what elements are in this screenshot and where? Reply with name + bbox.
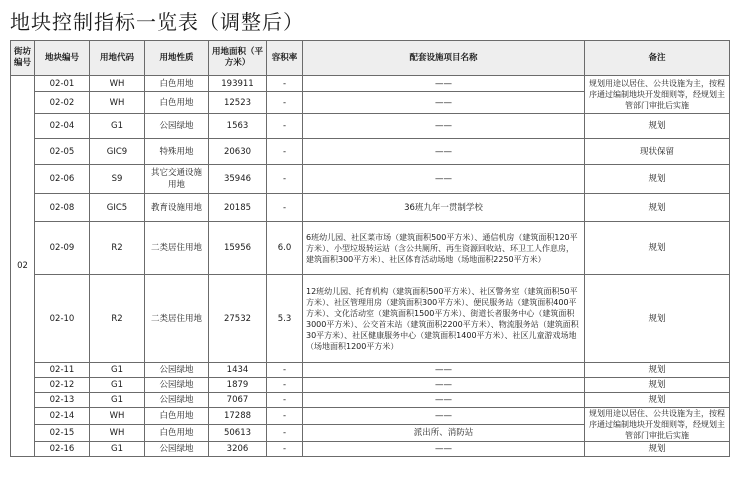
area-cell: 17288 [209, 408, 267, 425]
table-row [11, 114, 730, 139]
remark-cell: 现状保留 [585, 139, 730, 165]
remark-cell: 规划 [585, 378, 730, 393]
header-facilities: 配套设施项目名称 [303, 41, 585, 76]
area-cell: 1434 [209, 363, 267, 378]
far-cell: - [267, 165, 303, 194]
plot-cell: 02-11 [35, 363, 90, 378]
plot-cell: 02-15 [35, 425, 90, 442]
control-index-table [10, 40, 730, 457]
facilities-cell: 派出所、消防站 [303, 425, 585, 442]
nature-cell: 白色用地 [145, 92, 209, 114]
facilities-cell: —— [303, 114, 585, 139]
remark-cell: 规划 [585, 194, 730, 222]
plot-cell: 02-16 [35, 442, 90, 457]
facilities-cell: —— [303, 139, 585, 165]
far-cell: - [267, 378, 303, 393]
table-header-row [11, 41, 730, 76]
facilities-cell: 6班幼儿园、社区菜市场（建筑面积500平方米）、通信机房（建筑面积120平方米）、小型垃圾转运站（含公共厕所、再生资源回收站、环卫工人作息房，建筑面积300平方米）、社区体育活动场地（场地面积2250平方米） [303, 222, 585, 275]
far-cell: - [267, 92, 303, 114]
remark-cell-merged: 规划用途以居住、公共设施为主，按程序通过编制地块开发细则等，经规划主管部门审批后实施 [585, 408, 730, 442]
table-row [11, 275, 730, 363]
table-row [11, 378, 730, 393]
facilities-cell: —— [303, 165, 585, 194]
remark-cell-merged: 规划用途以居住、公共设施为主，按程序通过编制地块开发细则等，经规划主管部门审批后实施 [585, 76, 730, 114]
header-area: 用地面积（平方米） [209, 41, 267, 76]
plot-cell: 02-10 [35, 275, 90, 363]
code-cell: R2 [90, 222, 145, 275]
street-number-cell: 02 [11, 76, 35, 457]
area-cell: 20630 [209, 139, 267, 165]
table-row [11, 393, 730, 408]
plot-cell: 02-06 [35, 165, 90, 194]
table-row [11, 194, 730, 222]
facilities-cell: —— [303, 363, 585, 378]
plot-cell: 02-08 [35, 194, 90, 222]
plot-cell: 02-04 [35, 114, 90, 139]
nature-cell: 特殊用地 [145, 139, 209, 165]
plot-cell: 02-09 [35, 222, 90, 275]
far-cell: - [267, 408, 303, 425]
page-title: 地块控制指标一览表（调整后） [10, 10, 304, 34]
remark-cell: 规划 [585, 363, 730, 378]
header-nature: 用地性质 [145, 41, 209, 76]
far-cell: - [267, 194, 303, 222]
far-cell: - [267, 114, 303, 139]
facilities-cell: 12班幼儿园、托育机构（建筑面积500平方米）、社区警务室（建筑面积50平方米）、社区管理用房（建筑面积300平方米）、便民服务站（建筑面积400平方米）、文化活动室（建筑面积1500平方米）、街道长者服务中心（建筑面积3000平方米）、公交首末站（建筑面积2200平方米）、物流服务站（建筑面积30平方米）、社区健康服务中心（建筑面积1400平方米）、社区儿童游戏场地（场地面积1200平方米） [303, 275, 585, 363]
nature-cell: 公园绿地 [145, 393, 209, 408]
code-cell: G1 [90, 442, 145, 457]
area-cell: 20185 [209, 194, 267, 222]
header-street: 街坊编号 [11, 41, 35, 76]
area-cell: 1879 [209, 378, 267, 393]
nature-cell: 公园绿地 [145, 363, 209, 378]
header-code: 用地代码 [90, 41, 145, 76]
table-row [11, 222, 730, 275]
facilities-cell: —— [303, 378, 585, 393]
table-row [11, 76, 730, 92]
area-cell: 1563 [209, 114, 267, 139]
nature-cell: 白色用地 [145, 76, 209, 92]
nature-cell: 公园绿地 [145, 114, 209, 139]
nature-cell: 公园绿地 [145, 378, 209, 393]
area-cell: 15956 [209, 222, 267, 275]
code-cell: WH [90, 425, 145, 442]
plot-cell: 02-02 [35, 92, 90, 114]
code-cell: G1 [90, 114, 145, 139]
code-cell: S9 [90, 165, 145, 194]
far-cell: 6.0 [267, 222, 303, 275]
area-cell: 193911 [209, 76, 267, 92]
remark-cell: 规划 [585, 114, 730, 139]
remark-cell: 规划 [585, 222, 730, 275]
nature-cell: 白色用地 [145, 408, 209, 425]
code-cell: R2 [90, 275, 145, 363]
area-cell: 27532 [209, 275, 267, 363]
far-cell: 5.3 [267, 275, 303, 363]
nature-cell: 教育设施用地 [145, 194, 209, 222]
code-cell: G1 [90, 378, 145, 393]
facilities-cell: —— [303, 408, 585, 425]
far-cell: - [267, 393, 303, 408]
nature-cell: 白色用地 [145, 425, 209, 442]
plot-cell: 02-13 [35, 393, 90, 408]
facilities-cell: 36班九年一贯制学校 [303, 194, 585, 222]
plot-cell: 02-14 [35, 408, 90, 425]
table-row [11, 165, 730, 194]
table-row [11, 442, 730, 457]
table-row [11, 408, 730, 425]
far-cell: - [267, 425, 303, 442]
code-cell: WH [90, 92, 145, 114]
area-cell: 35946 [209, 165, 267, 194]
plot-cell: 02-01 [35, 76, 90, 92]
far-cell: - [267, 76, 303, 92]
remark-cell: 规划 [585, 442, 730, 457]
facilities-cell: —— [303, 393, 585, 408]
facilities-cell: —— [303, 442, 585, 457]
header-far: 容积率 [267, 41, 303, 76]
code-cell: WH [90, 408, 145, 425]
area-cell: 50613 [209, 425, 267, 442]
far-cell: - [267, 139, 303, 165]
remark-cell: 规划 [585, 275, 730, 363]
remark-cell: 规划 [585, 165, 730, 194]
nature-cell: 其它交通设施用地 [145, 165, 209, 194]
table-row [11, 139, 730, 165]
plot-cell: 02-12 [35, 378, 90, 393]
header-remark: 备注 [585, 41, 730, 76]
nature-cell: 二类居住用地 [145, 275, 209, 363]
nature-cell: 二类居住用地 [145, 222, 209, 275]
far-cell: - [267, 363, 303, 378]
facilities-cell: —— [303, 76, 585, 92]
code-cell: WH [90, 76, 145, 92]
nature-cell: 公园绿地 [145, 442, 209, 457]
code-cell: G1 [90, 363, 145, 378]
remark-cell: 规划 [585, 393, 730, 408]
code-cell: G1 [90, 393, 145, 408]
area-cell: 3206 [209, 442, 267, 457]
far-cell: - [267, 442, 303, 457]
code-cell: GIC5 [90, 194, 145, 222]
area-cell: 12523 [209, 92, 267, 114]
table-row [11, 363, 730, 378]
header-plot: 地块编号 [35, 41, 90, 76]
plot-cell: 02-05 [35, 139, 90, 165]
facilities-cell: —— [303, 92, 585, 114]
area-cell: 7067 [209, 393, 267, 408]
code-cell: GIC9 [90, 139, 145, 165]
